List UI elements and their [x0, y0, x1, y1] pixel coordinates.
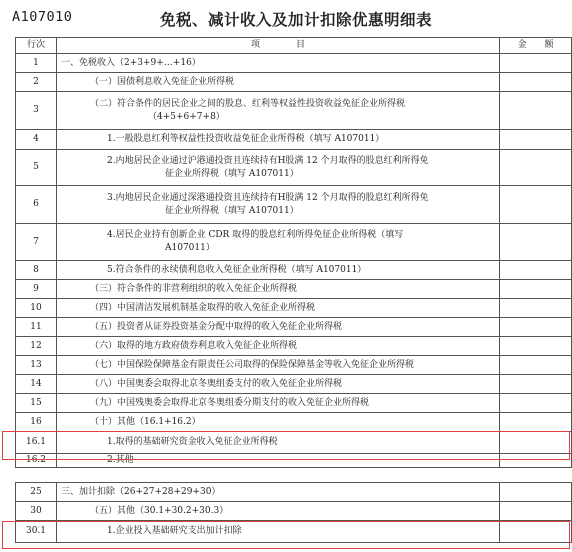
row-number: 3 [16, 92, 57, 130]
row-number: 2 [16, 73, 57, 92]
row-amount-cell[interactable] [500, 261, 572, 280]
row-item-line2: 征企业所得税（填写 A107011） [165, 168, 299, 179]
row-item-line2: A107011） [165, 243, 215, 253]
row-item: （七）中国保险保障基金有限责任公司取得的保险保障基金等收入免征企业所得税 [57, 356, 500, 375]
row-amount-cell[interactable] [500, 394, 572, 413]
row-amount-cell[interactable] [500, 413, 572, 432]
header-amount: 金 额 [500, 38, 572, 54]
row-number: 16 [16, 413, 57, 432]
row-item: （五）其他（30.1+30.2+30.3） [57, 502, 500, 521]
row-amount-cell[interactable] [500, 318, 572, 337]
row-item [57, 224, 500, 261]
row-item: 2.其他 [57, 454, 500, 468]
row-amount-cell[interactable] [500, 186, 572, 224]
row-amount-cell[interactable] [500, 432, 572, 454]
row-item: 三、加计扣除（26+27+28+29+30） [57, 483, 500, 502]
header-row-number: 行次 [16, 38, 57, 54]
row-number: 14 [16, 375, 57, 394]
row-number: 9 [16, 280, 57, 299]
row-number: 1 [16, 54, 57, 73]
form-code: A107010 [12, 9, 73, 25]
row-item [57, 92, 500, 130]
header-item: 项 目 [57, 38, 500, 54]
row-item: （三）符合条件的非营利组织的收入免征企业所得税 [57, 280, 500, 299]
row-item: （十）其他（16.1+16.2） [57, 413, 500, 432]
row-item: 一、免税收入（2+3+9+…+16） [57, 54, 500, 73]
row-item-line1: 3.内地居民企业通过深港通投资且连续持有H股满 12 个月取得的股息红利所得免 [107, 192, 429, 203]
row-number: 13 [16, 356, 57, 375]
form-title: 免税、减计收入及加计扣除优惠明细表 [160, 10, 433, 29]
row-item: （四）中国清洁发展机制基金取得的收入免征企业所得税 [57, 299, 500, 318]
row-item-line1: 2.内地居民企业通过沪港通投资且连续持有H股满 12 个月取得的股息红利所得免 [107, 155, 429, 166]
row-number: 5 [16, 150, 57, 186]
row-item-line1: 4.居民企业持有创新企业 CDR 取得的股息红利所得免征企业所得税（填写 [107, 230, 404, 240]
row-item: （六）取得的地方政府债券利息收入免征企业所得税 [57, 337, 500, 356]
row-item-line1: （二）符合条件的居民企业之间的股息、红利等权益性投资收益免征企业所得税 [90, 98, 406, 109]
row-amount-cell[interactable] [500, 356, 572, 375]
row-amount-cell[interactable] [500, 130, 572, 150]
row-item: （五）投资者从证券投资基金分配中取得的收入免征企业所得税 [57, 318, 500, 337]
row-item: 1.企业投入基础研究支出加计扣除 [57, 521, 500, 543]
row-item [57, 150, 500, 186]
row-number: 10 [16, 299, 57, 318]
row-number: 16.2 [16, 454, 57, 468]
row-amount-cell[interactable] [500, 502, 572, 521]
row-amount-cell[interactable] [500, 299, 572, 318]
row-amount-cell[interactable] [500, 337, 572, 356]
row-number: 4 [16, 130, 57, 150]
row-number: 12 [16, 337, 57, 356]
preferential-items-table [15, 37, 572, 468]
row-item [57, 186, 500, 224]
row-item: （一）国债利息收入免征企业所得税 [57, 73, 500, 92]
row-number: 16.1 [16, 432, 57, 454]
row-number: 30.1 [16, 521, 57, 543]
row-number: 6 [16, 186, 57, 224]
row-number: 15 [16, 394, 57, 413]
row-item-line2: （4+5+6+7+8） [148, 111, 225, 122]
row-item: 1.取得的基础研究资金收入免征企业所得税 [57, 432, 500, 454]
row-amount-cell[interactable] [500, 521, 572, 543]
row-amount-cell[interactable] [500, 92, 572, 130]
row-item-line2: 征企业所得税（填写 A107011） [165, 205, 299, 216]
row-item: （八）中国奥委会取得北京冬奥组委支付的收入免征企业所得税 [57, 375, 500, 394]
row-amount-cell[interactable] [500, 454, 572, 468]
row-item: 1.一般股息红利等权益性投资收益免征企业所得税（填写 A107011） [57, 130, 500, 150]
row-amount-cell[interactable] [500, 224, 572, 261]
row-item: 5.符合条件的永续债利息收入免征企业所得税（填写 A107011） [57, 261, 500, 280]
row-item: （九）中国残奥委会取得北京冬奥组委分期支付的收入免征企业所得税 [57, 394, 500, 413]
row-amount-cell[interactable] [500, 280, 572, 299]
row-number: 8 [16, 261, 57, 280]
row-amount-cell[interactable] [500, 375, 572, 394]
row-amount-cell[interactable] [500, 150, 572, 186]
row-number: 11 [16, 318, 57, 337]
row-number: 25 [16, 483, 57, 502]
row-amount-cell[interactable] [500, 483, 572, 502]
row-amount-cell[interactable] [500, 54, 572, 73]
deduction-items-table [15, 482, 572, 543]
row-number: 30 [16, 502, 57, 521]
row-number: 7 [16, 224, 57, 261]
row-amount-cell[interactable] [500, 73, 572, 92]
